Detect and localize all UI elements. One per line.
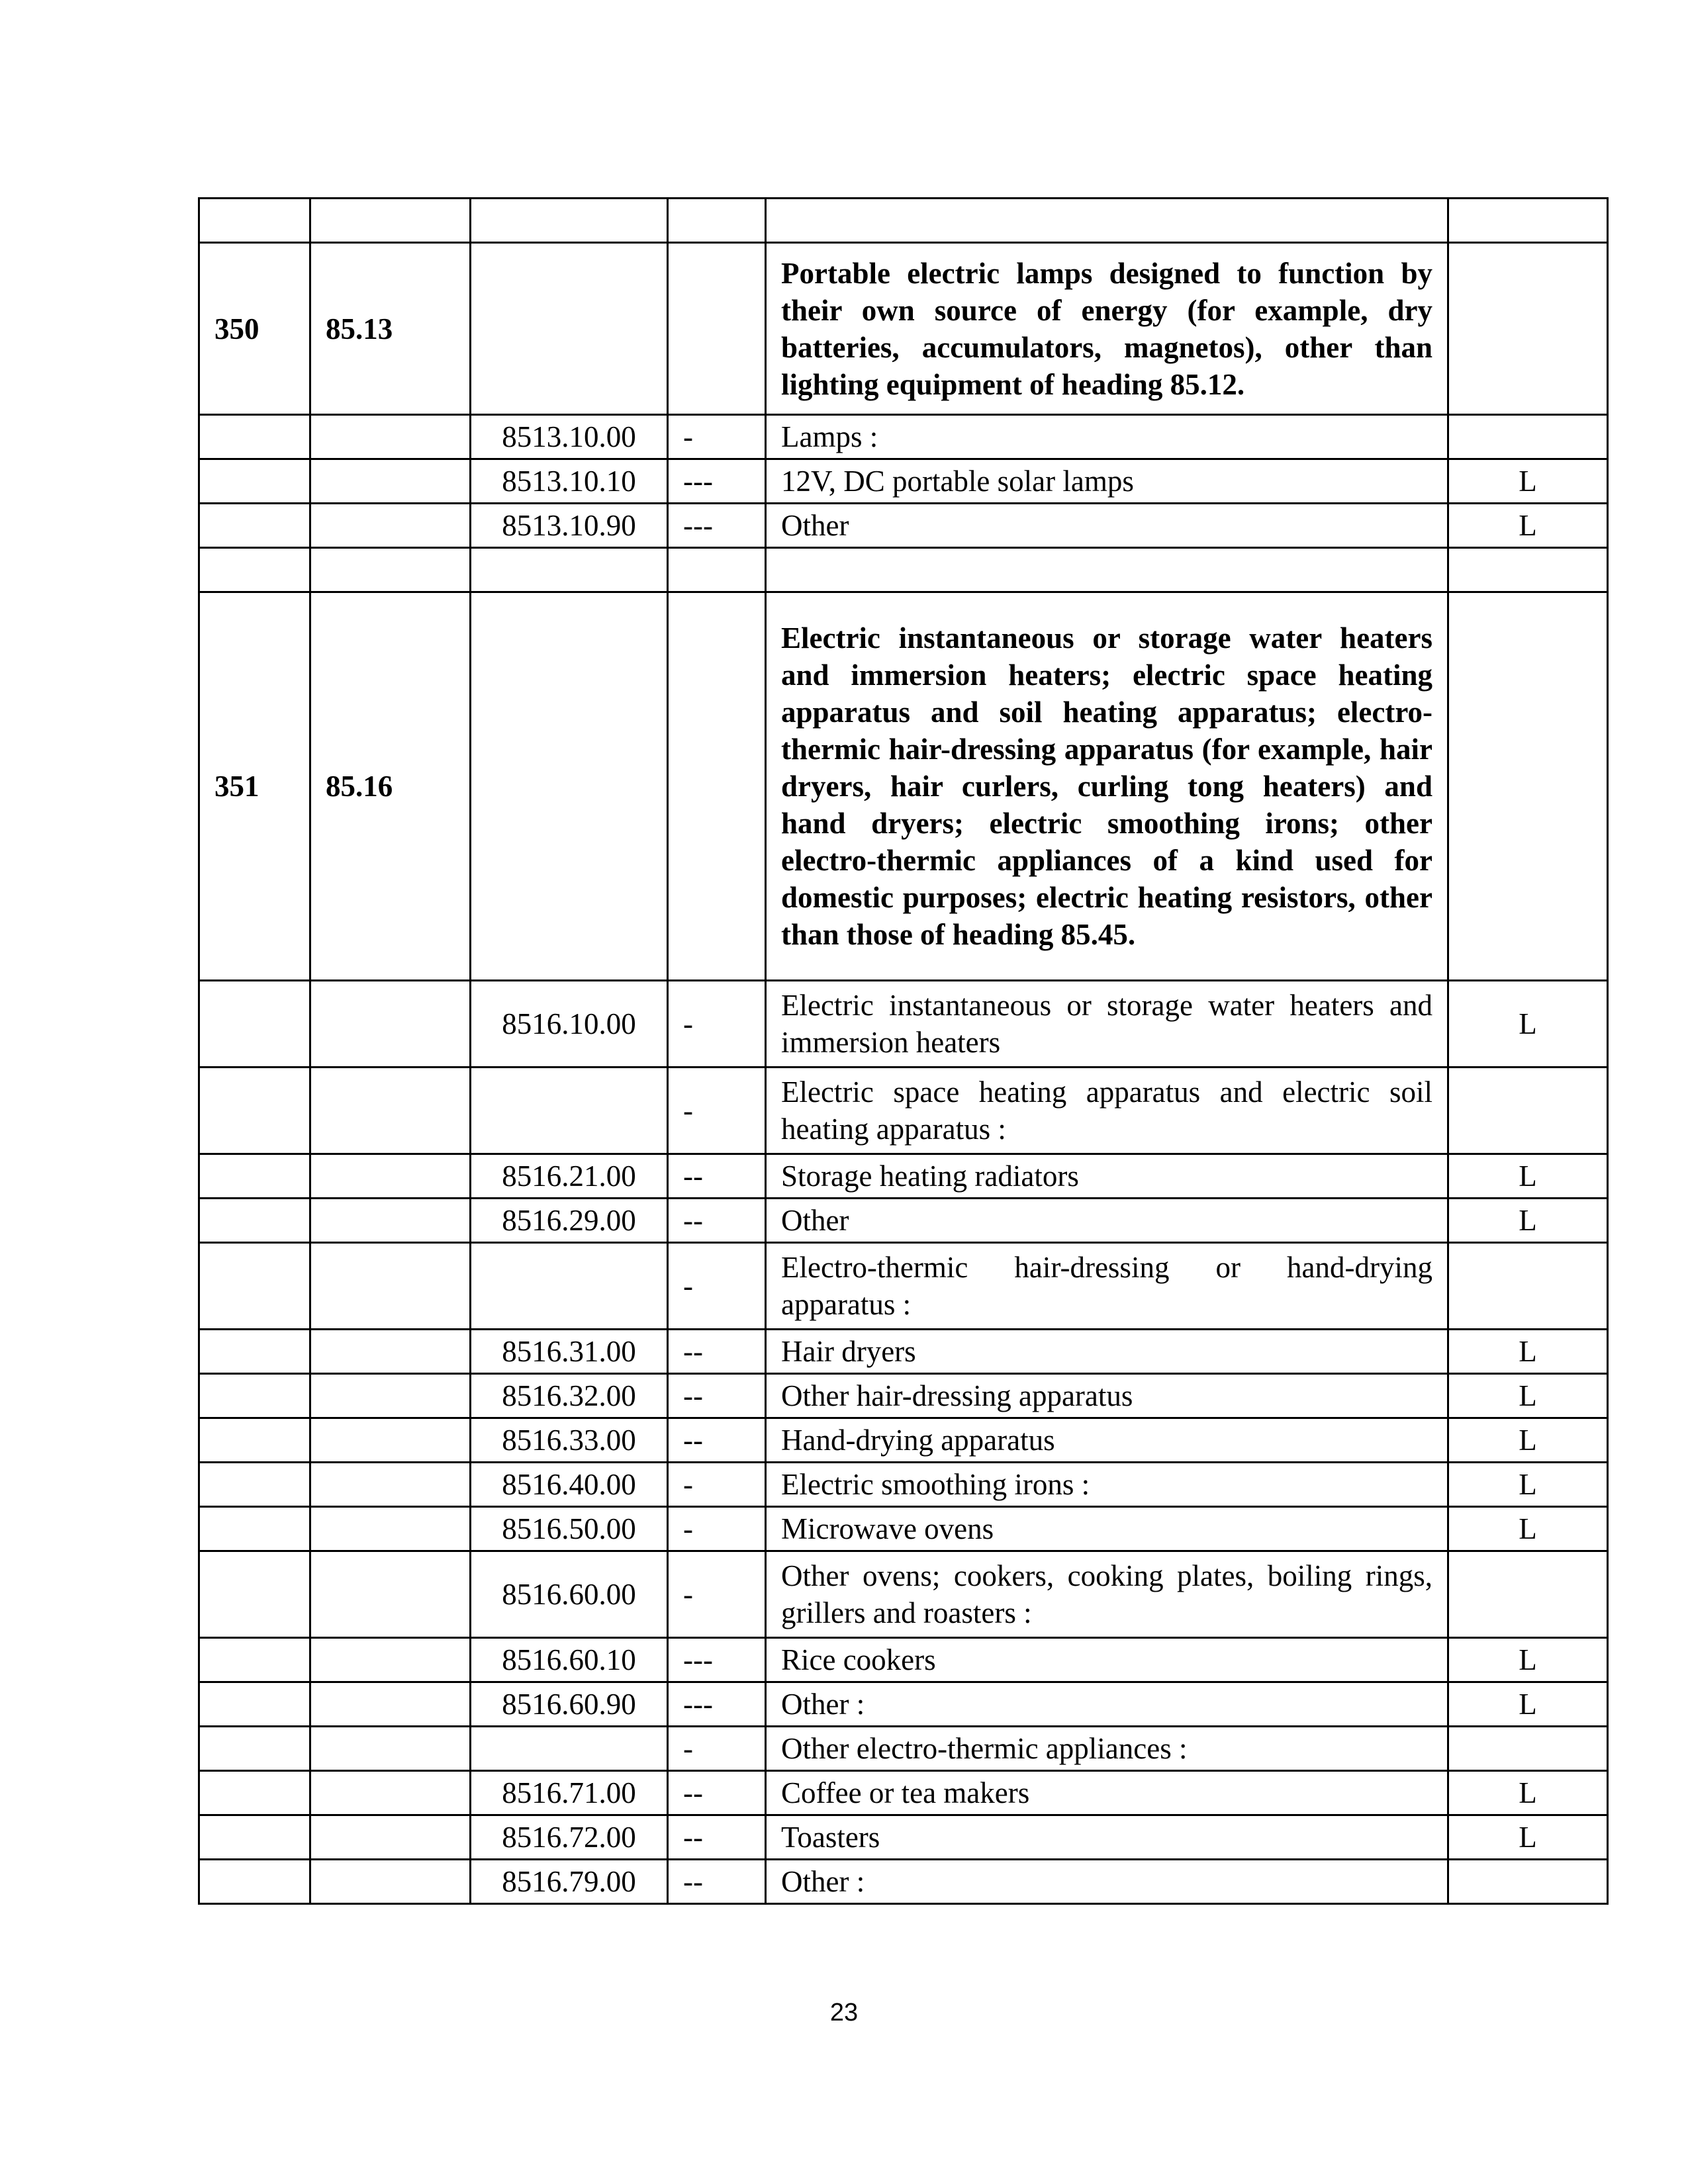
category-cell: L [1448,1638,1608,1682]
heading-cell [310,1068,471,1154]
serial-number-cell: 350 [199,243,310,415]
category-cell [1448,1727,1608,1771]
category-cell: L [1448,1330,1608,1374]
serial-number-cell [199,1551,310,1638]
serial-number-cell [199,1463,310,1507]
table-row [199,459,1608,504]
category-cell: L [1448,1374,1608,1418]
hs-code-cell: 8516.33.00 [471,1418,668,1463]
heading-cell [310,548,471,592]
table-row [199,415,1608,459]
category-cell [1448,199,1608,243]
hs-code-cell: 8513.10.10 [471,459,668,504]
description-cell: Other [766,1199,1448,1243]
serial-number-cell [199,1374,310,1418]
table-row [199,504,1608,548]
hs-code-cell: 8513.10.00 [471,415,668,459]
level-dash-cell: -- [668,1154,766,1199]
table-row [199,1243,1608,1330]
heading-cell [310,459,471,504]
description-cell: Toasters [766,1815,1448,1860]
hs-code-cell [471,1727,668,1771]
serial-number-cell [199,1727,310,1771]
serial-number-cell [199,981,310,1068]
description-cell: Electro-thermic hair-dressing or hand-drying apparatus : [766,1243,1448,1330]
category-cell [1448,1551,1608,1638]
category-cell: L [1448,1199,1608,1243]
description-cell: Rice cookers [766,1638,1448,1682]
hs-code-cell: 8516.29.00 [471,1199,668,1243]
table-row [199,1330,1608,1374]
hs-code-cell: 8516.79.00 [471,1860,668,1904]
level-dash-cell: - [668,1463,766,1507]
description-cell: Lamps : [766,415,1448,459]
serial-number-cell [199,1418,310,1463]
category-cell [1448,592,1608,981]
table-row [199,1068,1608,1154]
level-dash-cell: -- [668,1199,766,1243]
serial-number-cell [199,1771,310,1815]
category-cell: L [1448,459,1608,504]
level-dash-cell [668,592,766,981]
table-row [199,1638,1608,1682]
page-number: 23 [829,1999,859,2026]
hs-code-cell: 8516.32.00 [471,1374,668,1418]
heading-cell [310,1418,471,1463]
heading-cell [310,1860,471,1904]
description-cell: Microwave ovens [766,1507,1448,1551]
level-dash-cell: -- [668,1771,766,1815]
heading-cell [310,1507,471,1551]
category-cell: L [1448,1682,1608,1727]
category-cell [1448,548,1608,592]
level-dash-cell: --- [668,504,766,548]
table-row [199,199,1608,243]
description-cell: Other electro-thermic appliances : [766,1727,1448,1771]
table-row [199,1771,1608,1815]
table-row [199,1507,1608,1551]
serial-number-cell [199,1154,310,1199]
level-dash-cell: -- [668,1330,766,1374]
heading-cell [310,1815,471,1860]
heading-cell [310,415,471,459]
table-row [199,1199,1608,1243]
level-dash-cell [668,243,766,415]
description-cell: Other ovens; cookers, cooking plates, boiling rings, grillers and roasters : [766,1551,1448,1638]
hs-code-cell: 8516.71.00 [471,1771,668,1815]
category-cell: L [1448,981,1608,1068]
level-dash-cell: --- [668,459,766,504]
hs-code-cell: 8516.50.00 [471,1507,668,1551]
hs-code-cell: 8516.10.00 [471,981,668,1068]
table-row [199,1374,1608,1418]
serial-number-cell [199,1860,310,1904]
heading-cell [310,1154,471,1199]
description-cell: Other hair-dressing apparatus [766,1374,1448,1418]
hs-code-cell: 8516.21.00 [471,1154,668,1199]
category-cell: L [1448,504,1608,548]
category-cell [1448,243,1608,415]
description-cell: Coffee or tea makers [766,1771,1448,1815]
heading-cell [310,1682,471,1727]
hs-code-cell: 8516.60.90 [471,1682,668,1727]
hs-code-cell: 8516.31.00 [471,1330,668,1374]
heading-cell [310,1551,471,1638]
heading-cell [310,1243,471,1330]
description-cell: Other [766,504,1448,548]
heading-cell [310,1374,471,1418]
tariff-table [198,197,1609,1905]
description-cell: Portable electric lamps designed to function by their own source of energy (for example, dry batteries, accumulators, magnetos), other than lighting equipment of heading 85.12. [766,243,1448,415]
level-dash-cell: - [668,1551,766,1638]
serial-number-cell [199,504,310,548]
heading-cell: 85.16 [310,592,471,981]
description-cell: Electric instantaneous or storage water heaters and immersion heaters; electric space heating apparatus and soil heating apparatus; electro-thermic hair-dressing apparatus (for example, hair dryers, hair curlers, curling tong heaters) and hand dryers; electric smoothing irons; other electro-thermic appliances of a kind used for domestic purposes; electric heating resistors, other than those of heading 85.45. [766,592,1448,981]
description-cell: Hair dryers [766,1330,1448,1374]
hs-code-cell: 8516.40.00 [471,1463,668,1507]
heading-cell [310,1463,471,1507]
hs-code-cell [471,243,668,415]
category-cell: L [1448,1154,1608,1199]
table-row [199,1551,1608,1638]
hs-code-cell: 8516.60.00 [471,1551,668,1638]
description-cell [766,548,1448,592]
description-cell [766,199,1448,243]
heading-cell [310,1771,471,1815]
level-dash-cell: -- [668,1815,766,1860]
level-dash-cell: - [668,415,766,459]
serial-number-cell [199,459,310,504]
heading-cell [310,1330,471,1374]
description-cell: Other : [766,1682,1448,1727]
hs-code-cell [471,1243,668,1330]
heading-cell [310,504,471,548]
category-cell: L [1448,1771,1608,1815]
description-cell: Hand-drying apparatus [766,1418,1448,1463]
table-row [199,592,1608,981]
description-cell: Electric smoothing irons : [766,1463,1448,1507]
serial-number-cell [199,1243,310,1330]
hs-code-cell: 8516.60.10 [471,1638,668,1682]
hs-code-cell [471,548,668,592]
description-cell: 12V, DC portable solar lamps [766,459,1448,504]
serial-number-cell: 351 [199,592,310,981]
description-cell: Electric space heating apparatus and electric soil heating apparatus : [766,1068,1448,1154]
heading-cell [310,1199,471,1243]
table-row [199,1154,1608,1199]
level-dash-cell: -- [668,1374,766,1418]
heading-cell: 85.13 [310,243,471,415]
level-dash-cell: - [668,1068,766,1154]
table-row [199,1682,1608,1727]
description-cell: Storage heating radiators [766,1154,1448,1199]
hs-code-cell [471,592,668,981]
table-row [199,548,1608,592]
serial-number-cell [199,1815,310,1860]
hs-code-cell: 8516.72.00 [471,1815,668,1860]
serial-number-cell [199,548,310,592]
table-row [199,1860,1608,1904]
category-cell: L [1448,1463,1608,1507]
heading-cell [310,981,471,1068]
category-cell: L [1448,1507,1608,1551]
table-row [199,1463,1608,1507]
hs-code-cell [471,199,668,243]
category-cell [1448,1068,1608,1154]
heading-cell [310,1638,471,1682]
category-cell [1448,1860,1608,1904]
serial-number-cell [199,1068,310,1154]
table-row [199,1418,1608,1463]
description-cell: Electric instantaneous or storage water heaters and immersion heaters [766,981,1448,1068]
level-dash-cell: -- [668,1860,766,1904]
serial-number-cell [199,415,310,459]
category-cell: L [1448,1418,1608,1463]
level-dash-cell [668,548,766,592]
hs-code-cell [471,1068,668,1154]
hs-code-cell: 8513.10.90 [471,504,668,548]
level-dash-cell: - [668,1507,766,1551]
level-dash-cell: -- [668,1418,766,1463]
heading-cell [310,1727,471,1771]
level-dash-cell: - [668,1243,766,1330]
table-row [199,243,1608,415]
serial-number-cell [199,1330,310,1374]
category-cell [1448,1243,1608,1330]
table-row [199,1815,1608,1860]
level-dash-cell: - [668,1727,766,1771]
serial-number-cell [199,1682,310,1727]
category-cell [1448,415,1608,459]
level-dash-cell: --- [668,1638,766,1682]
heading-cell [310,199,471,243]
category-cell: L [1448,1815,1608,1860]
serial-number-cell [199,199,310,243]
serial-number-cell [199,1638,310,1682]
level-dash-cell: - [668,981,766,1068]
description-cell: Other : [766,1860,1448,1904]
table-row [199,981,1608,1068]
table-row [199,1727,1608,1771]
serial-number-cell [199,1507,310,1551]
level-dash-cell: --- [668,1682,766,1727]
serial-number-cell [199,1199,310,1243]
level-dash-cell [668,199,766,243]
